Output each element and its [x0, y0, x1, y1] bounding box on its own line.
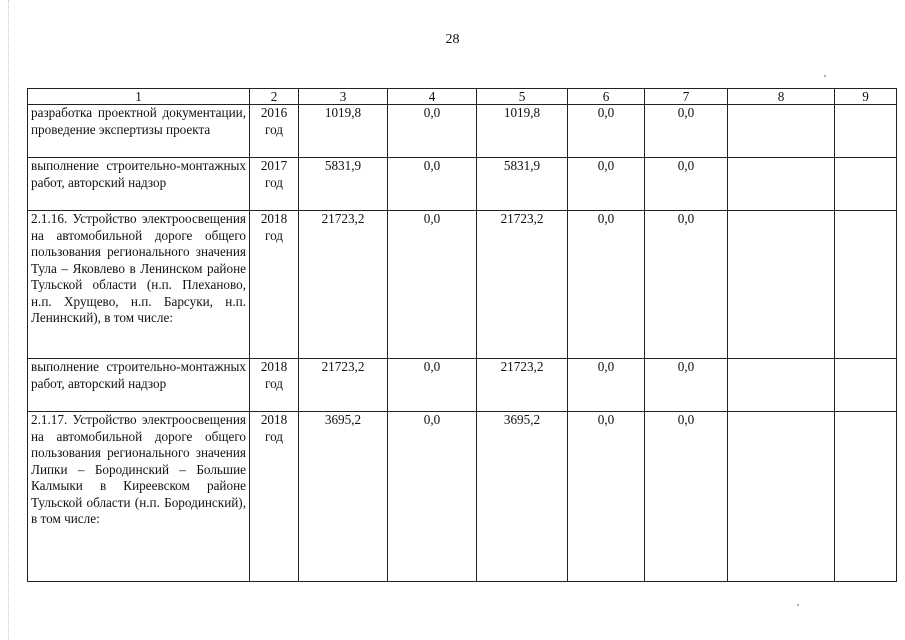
value-cell: 0,0 — [388, 412, 477, 582]
value-cell — [728, 211, 835, 359]
value-cell: 0,0 — [568, 412, 645, 582]
value-cell — [728, 359, 835, 412]
column-header: 5 — [477, 89, 568, 105]
value-cell: 5831,9 — [299, 158, 388, 211]
value-cell: 21723,2 — [477, 359, 568, 412]
value-cell: 0,0 — [645, 412, 728, 582]
year-cell: 2018 год — [250, 412, 299, 582]
description-cell: выполнение строительно-монтажных работ, авторский надзор — [28, 158, 250, 211]
value-cell: 0,0 — [388, 211, 477, 359]
column-header: 3 — [299, 89, 388, 105]
value-cell — [835, 359, 897, 412]
value-cell: 0,0 — [568, 211, 645, 359]
value-cell: 1019,8 — [477, 105, 568, 158]
value-cell — [835, 211, 897, 359]
column-header: 9 — [835, 89, 897, 105]
value-cell — [728, 158, 835, 211]
value-cell: 21723,2 — [477, 211, 568, 359]
column-header: 4 — [388, 89, 477, 105]
value-cell: 0,0 — [568, 158, 645, 211]
budget-table — [27, 88, 897, 582]
value-cell — [728, 412, 835, 582]
year-cell: 2016 год — [250, 105, 299, 158]
scan-speck — [824, 75, 826, 77]
value-cell — [835, 105, 897, 158]
value-cell: 0,0 — [568, 105, 645, 158]
column-header: 7 — [645, 89, 728, 105]
value-cell: 5831,9 — [477, 158, 568, 211]
year-cell: 2017 год — [250, 158, 299, 211]
value-cell: 0,0 — [388, 359, 477, 412]
table-row — [28, 359, 897, 412]
value-cell — [835, 412, 897, 582]
table-row — [28, 211, 897, 359]
value-cell: 0,0 — [645, 158, 728, 211]
value-cell: 3695,2 — [477, 412, 568, 582]
value-cell: 0,0 — [388, 105, 477, 158]
year-cell: 2018 год — [250, 359, 299, 412]
value-cell: 1019,8 — [299, 105, 388, 158]
description-cell: 2.1.16. Устройство электроосвещения на автомобильной дороге общего пользования регионального значения Тула – Яковлево в Ленинском районе Тульской области (н.п. Плеханово, н.п. Хрущево, н.п. Барсуки, н.п. Ленинский), в том числе: — [28, 211, 250, 359]
header-row — [28, 89, 897, 105]
page-number: 28 — [445, 32, 460, 47]
value-cell: 21723,2 — [299, 211, 388, 359]
value-cell: 21723,2 — [299, 359, 388, 412]
description-cell: разработка проектной документации, проведение экспертизы проекта — [28, 105, 250, 158]
table-row — [28, 105, 897, 158]
scan-speck — [797, 604, 799, 606]
value-cell: 0,0 — [645, 105, 728, 158]
value-cell: 0,0 — [388, 158, 477, 211]
column-header: 1 — [28, 89, 250, 105]
value-cell — [835, 158, 897, 211]
value-cell: 0,0 — [645, 211, 728, 359]
value-cell: 0,0 — [568, 359, 645, 412]
column-header: 6 — [568, 89, 645, 105]
description-cell: выполнение строительно-монтажных работ, авторский надзор — [28, 359, 250, 412]
table-row — [28, 412, 897, 582]
value-cell: 3695,2 — [299, 412, 388, 582]
description-cell: 2.1.17. Устройство электроосвещения на автомобильной дороге общего пользования регионального значения Липки – Бородинский – Большие Калмыки в Киреевском районе Тульской области (н.п. Бородинский), в том числе: — [28, 412, 250, 582]
column-header: 8 — [728, 89, 835, 105]
value-cell: 0,0 — [645, 359, 728, 412]
value-cell — [728, 105, 835, 158]
left-margin-line — [8, 0, 9, 640]
year-cell: 2018 год — [250, 211, 299, 359]
column-header: 2 — [250, 89, 299, 105]
table-row — [28, 158, 897, 211]
